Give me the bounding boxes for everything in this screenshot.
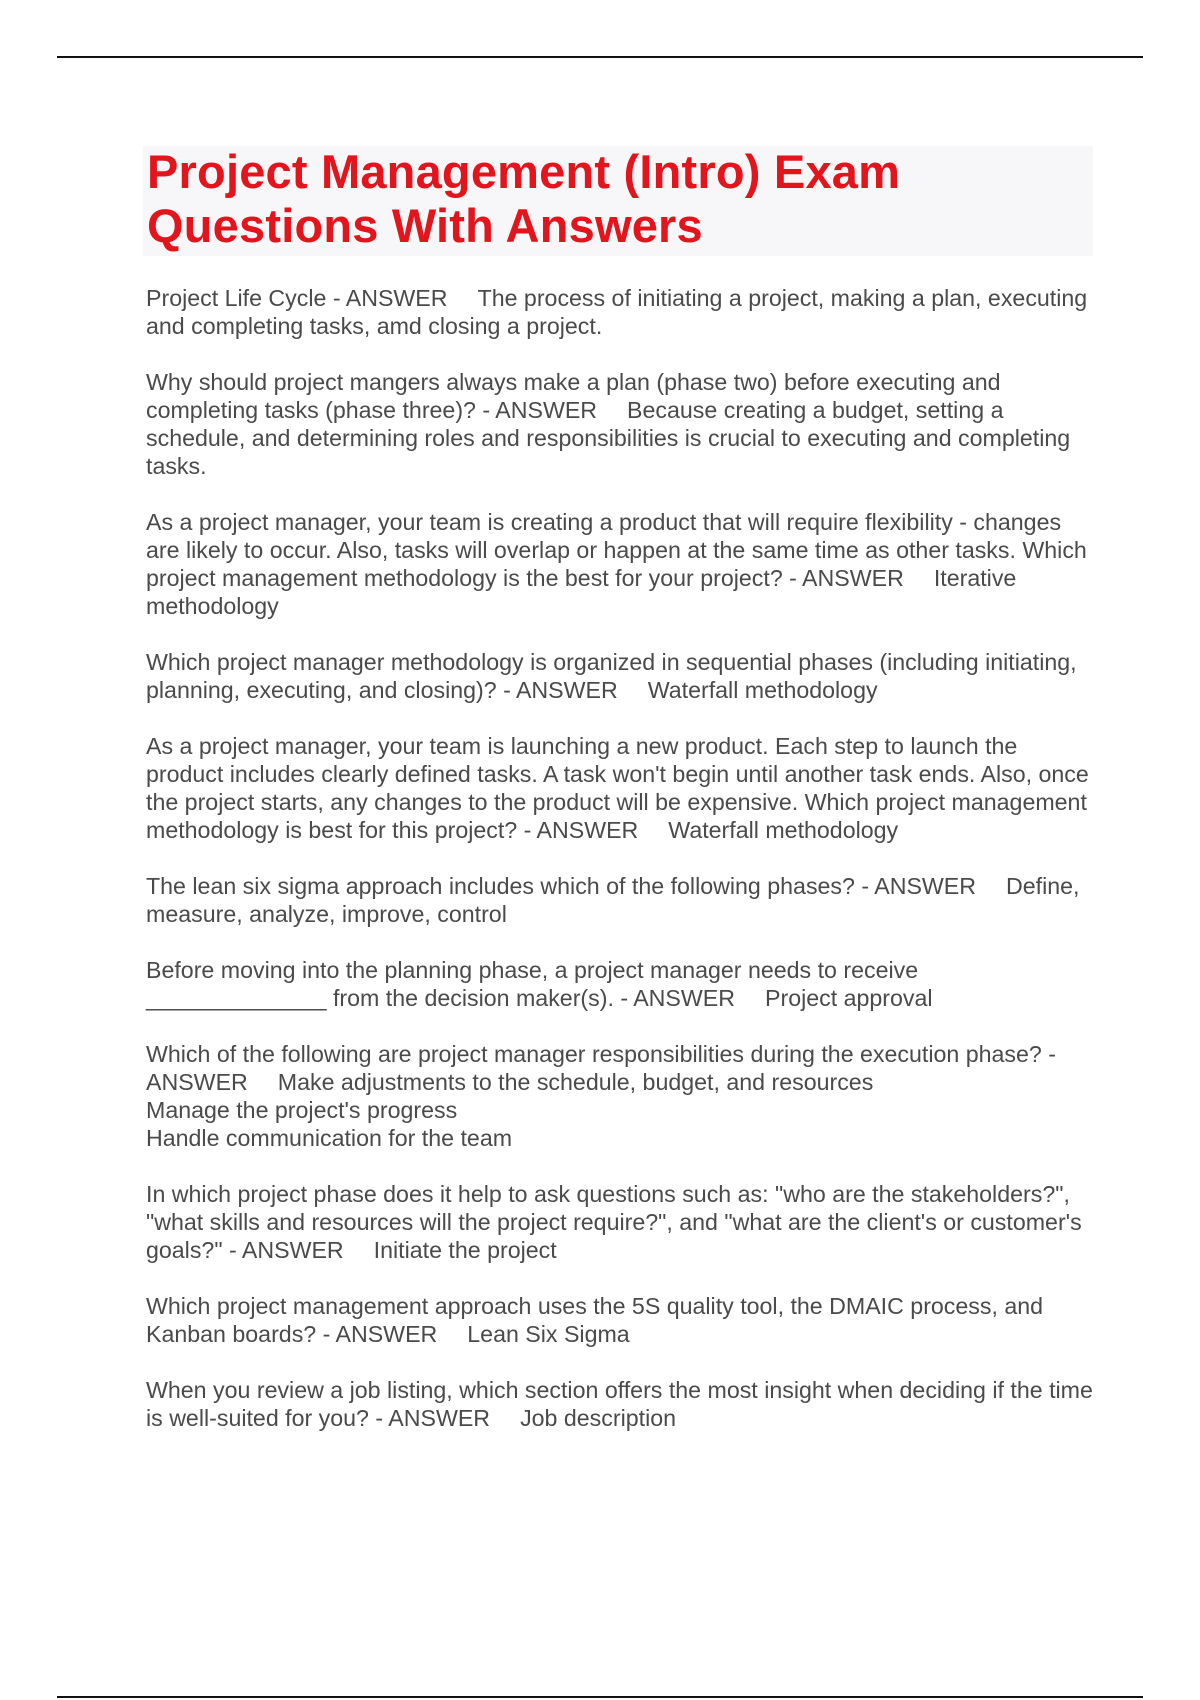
qa-question: Which project manager methodology is organized in sequential phases (including initiating, planning, executing, and closing)? - ANSWER: [146, 649, 1077, 703]
qa-question: In which project phase does it help to ask questions such as: "who are the stakeholders?", "what skills and resources will the project require?", and "what are the client's or customer's goals?" - ANSWER: [146, 1181, 1082, 1263]
qa-item: [146, 1376, 1096, 1432]
qa-item: [146, 1292, 1096, 1348]
qa-answer: Lean Six Sigma: [467, 1321, 630, 1347]
qa-answer: Project approval: [765, 985, 933, 1011]
qa-answer: Initiate the project: [373, 1237, 557, 1263]
document-title: Project Management (Intro) Exam Questions With Answers: [147, 145, 901, 252]
qa-question: As a project manager, your team is launching a new product. Each step to launch the product includes clearly defined tasks. A task won't begin until another task ends. Also, once the project starts, any changes to the product will be expensive. Which project management methodology is best for this project? - ANSWER: [146, 733, 1089, 843]
qa-list: [146, 284, 1096, 1460]
qa-answer: Define, measure, analyze, improve, control: [146, 873, 1080, 927]
qa-answer: Job description: [520, 1405, 677, 1431]
qa-answer: The process of initiating a project, making a plan, executing and completing tasks, amd closing a project.: [146, 285, 1088, 339]
qa-item: [146, 956, 1096, 1012]
qa-item: [146, 1180, 1096, 1264]
qa-answer-line: Handle communication for the team: [146, 1125, 513, 1151]
qa-item: [146, 872, 1096, 928]
qa-question: Why should project mangers always make a plan (phase two) before executing and completing tasks (phase three)? - ANSWER: [146, 369, 1001, 423]
qa-answer: Make adjustments to the schedule, budget, and resources: [277, 1069, 874, 1095]
qa-item: [146, 284, 1096, 340]
bottom-rule: [57, 1696, 1143, 1698]
qa-answer-line: Manage the project's progress: [146, 1097, 458, 1123]
qa-question: When you review a job listing, which section offers the most insight when deciding if the time is well-suited for you? - ANSWER: [146, 1377, 1093, 1431]
qa-item: [146, 1040, 1096, 1152]
top-rule: [57, 56, 1143, 58]
qa-question: Which of the following are project manager responsibilities during the execution phase? - ANSWER: [146, 1041, 1056, 1095]
qa-question: Project Life Cycle - ANSWER: [146, 285, 448, 311]
qa-item: [146, 732, 1096, 844]
qa-answer: Because creating a budget, setting a schedule, and determining roles and responsibilities is crucial to executing and completing tasks.: [146, 397, 1071, 479]
qa-answer: Waterfall methodology: [647, 677, 878, 703]
qa-answer: Waterfall methodology: [668, 817, 899, 843]
qa-question: The lean six sigma approach includes which of the following phases? - ANSWER: [146, 873, 977, 899]
qa-answer: Iterative methodology: [146, 565, 1017, 619]
qa-item: [146, 508, 1096, 620]
qa-item: [146, 648, 1096, 704]
qa-question: Which project management approach uses the 5S quality tool, the DMAIC process, and Kanban boards? - ANSWER: [146, 1293, 1044, 1347]
qa-question: Before moving into the planning phase, a project manager needs to receive ______________ from the decision maker(s). - ANSWER: [146, 957, 919, 1011]
qa-item: [146, 368, 1096, 480]
qa-question: As a project manager, your team is creating a product that will require flexibility - changes are likely to occur. Also, tasks will overlap or happen at the same time as other tasks. Which project management methodology is the best for your project? - ANSWER: [146, 509, 1087, 591]
